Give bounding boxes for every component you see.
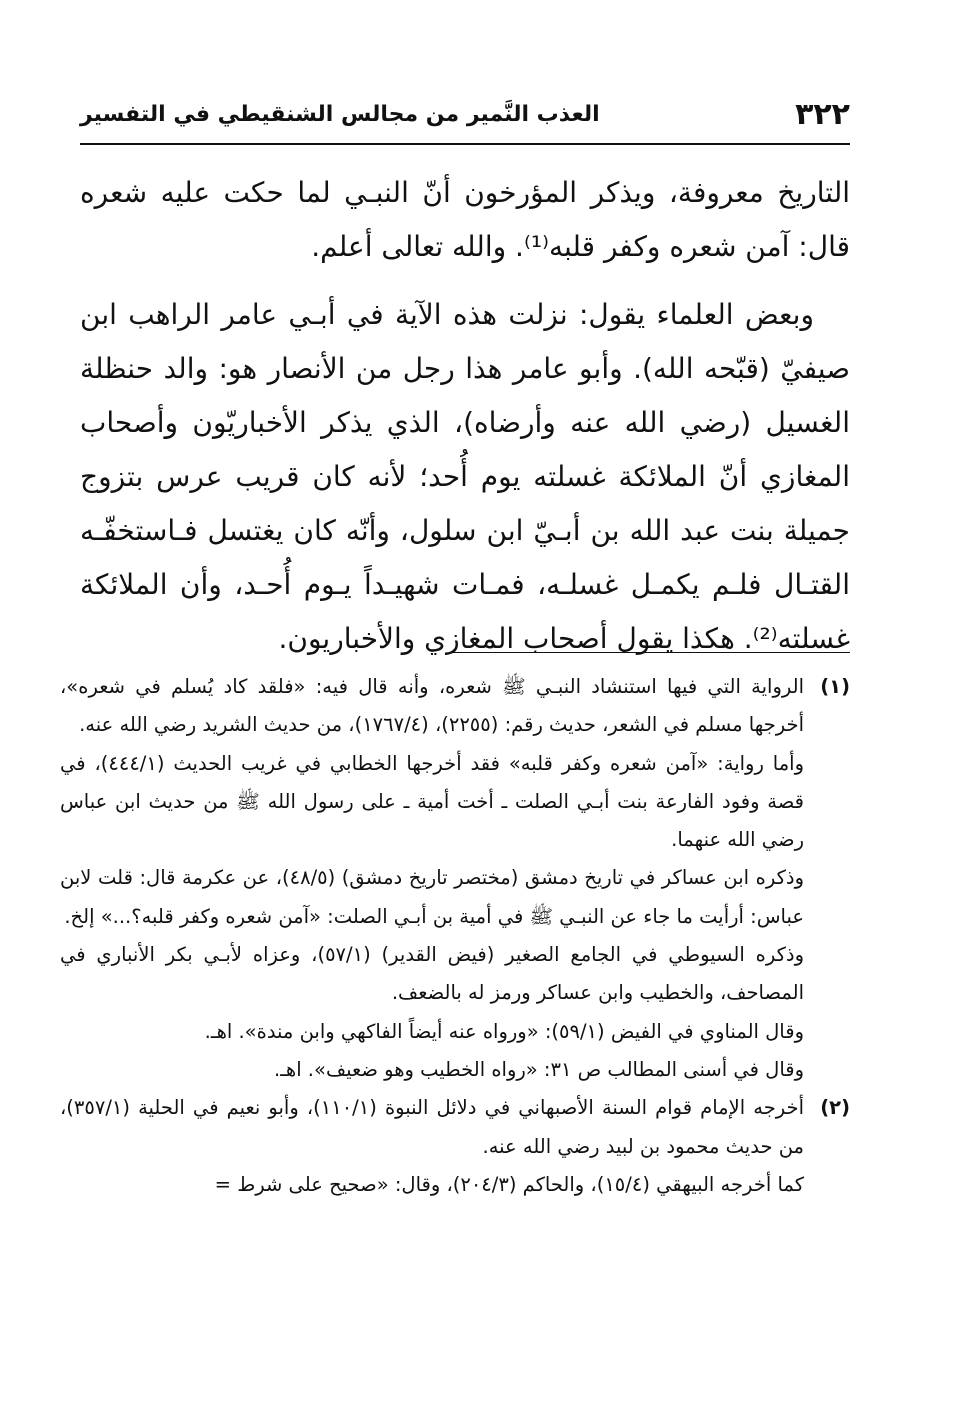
main-paragraph: وبعض العلماء يقول: نزلت هذه الآية في أبـي عامر الراهب ابن صيفيّ (قبّحه الله). وأبو عامر هذا رجل من الأنصار هو: والد حنظلة الغسيل (رضي الله عنه وأرضاه)، الذي يذكر الأخباريّون وأصحاب المغازي أنّ الملائكة غسلته يوم أُحد؛ لأنه كان قريب عرس بتزوج جميلة بنت عبد الله بن أبـيّ ابن سلول، وأنّه كان يغتسل فـاستخفّـه القتـال فلـم يكمـل غسلـه، فمـات شهيـداً يـوم أُحـد، وأن الملائكة غسلته⁽²⁾. هكذا يقول أصحاب المغازي والأخباريون.	[80, 298, 850, 655]
footnote-paragraph: كما أخرجه البيهقي (١٥/٤)، والحاكم (٢٠٤/٣)، وقال: «صحيح على شرط =	[214, 1172, 804, 1196]
main-paragraph: التاريخ معروفة، ويذكر المؤرخون أنّ النبـي لما حكت عليه شعره قال: آمن شعره وكفر قلبه⁽¹⁾. والله تعالى أعلم.	[80, 176, 850, 263]
footnote-paragraph: وذكره ابن عساكر في تاريخ دمشق (مختصر تاريخ دمشق) (٤٨/٥)، عن عكرمة قال: قلت لابن عباس: أرأيت ما جاء عن النبـي ﷺ في أمية بن أبـي الصلت: «آمن شعره وكفر قلبه؟...» إلخ.	[60, 866, 804, 928]
footnote-paragraph: أخرجه الإمام قوام السنة الأصبهاني في دلائل النبوة (١١٠/١)، وأبو نعيم في الحلية (٣٥٧/١)، من حديث محمود بن لبيد رضي الله عنه.	[60, 1096, 804, 1158]
running-title: العذب النَّمير من مجالس الشنقيطي في التفسير	[80, 101, 600, 127]
footnote-body	[60, 1089, 804, 1204]
footnote-divider	[450, 652, 850, 653]
footnote-paragraph: وأما رواية: «آمن شعره وكفر قلبه» فقد أخرجها الخطابي في غريب الحديث (٤٤٤/١)، في قصة وفود الفارعة بنت أبـي الصلت ـ أخت أمية ـ على رسول الله ﷺ من حديث ابن عباس رضي الله عنهما.	[60, 751, 804, 852]
page-header	[80, 88, 850, 140]
footnote-item	[60, 668, 850, 1089]
footnote-body	[60, 668, 804, 1089]
header-divider	[80, 143, 850, 145]
footnote-item	[60, 1089, 850, 1204]
main-text	[80, 166, 850, 666]
footnote-marker: (٢)	[820, 1096, 850, 1120]
footnote-marker: (١)	[820, 675, 850, 698]
footnote-paragraph: وذكره السيوطي في الجامع الصغير (فيض القدير) (٥٧/١)، وعزاه لأبـي بكر الأنباري في المصاحف، والخطيب وابن عساكر ورمز له بالضعف.	[60, 943, 804, 1005]
footnotes	[60, 668, 850, 1204]
page-number: ٣٢٢	[795, 96, 850, 132]
footnote-paragraph: وقال المناوي في الفيض (٥٩/١): «ورواه عنه أيضاً الفاكهي وابن مندة». اهـ.	[204, 1019, 804, 1043]
footnote-paragraph: وقال في أسنى المطالب ص ٣١: «رواه الخطيب وهو ضعيف». اهـ.	[274, 1057, 804, 1081]
footnote-paragraph: الرواية التي فيها استنشاد النبـي ﷺ شعره، وأنه قال فيه: «فلقد كاد يُسلم في شعره»، أخرجها مسلم في الشعر، حديث رقم: (٢٢٥٥)، (١٧٦٧/٤)، من حديث الشريد رضي الله عنه.	[60, 675, 804, 737]
